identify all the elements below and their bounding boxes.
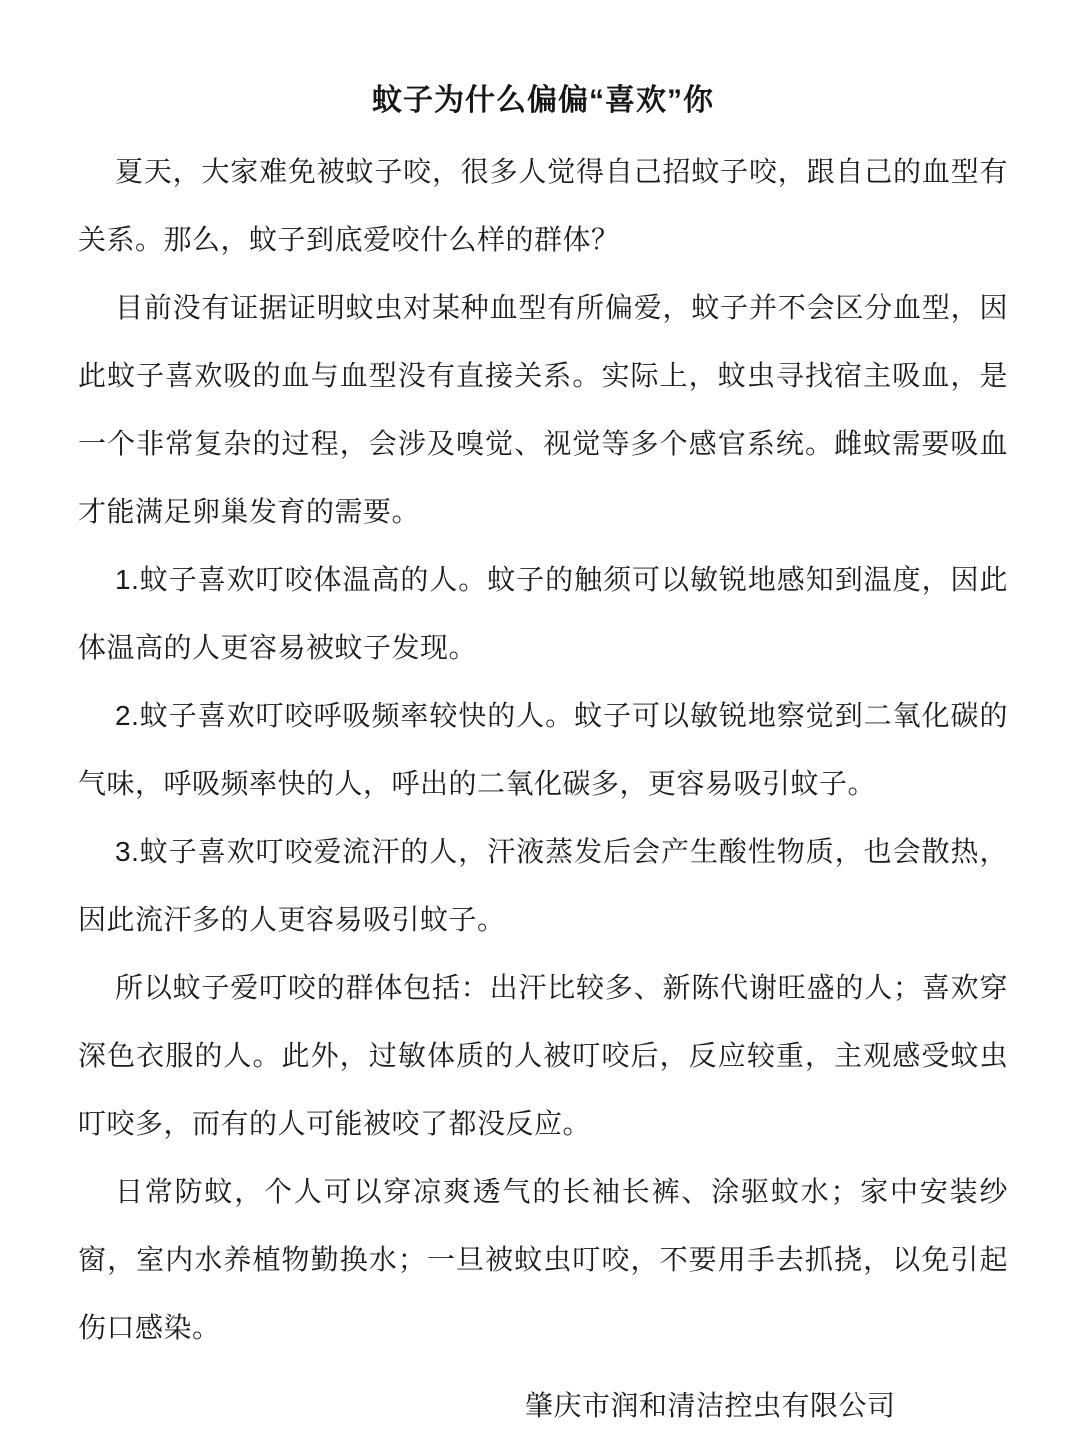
paragraph-summary-groups: 所以蚊子爱叮咬的群体包括：出汗比较多、新陈代谢旺盛的人；喜欢穿深色衣服的人。此外，过敏体质的人被叮咬后，反应较重，主观感受蚊虫叮咬多，而有的人可能被咬了都没反应。	[78, 972, 1008, 1139]
paragraph-point-2-breathing-rate: 2.蚊子喜欢叮咬呼吸频率较快的人。蚊子可以敏锐地察觉到二氧化碳的气味，呼吸频率快的人，呼出的二氧化碳多，更容易吸引蚊子。	[78, 700, 1008, 799]
document-title: 蚊子为什么偏偏“喜欢”你	[372, 84, 714, 117]
paragraph-intro: 夏天，大家难免被蚊子咬，很多人觉得自己招蚊子咬，跟自己的血型有关系。那么，蚊子到底爱咬什么样的群体？	[78, 156, 1008, 255]
paragraph-point-1-body-temperature: 1.蚊子喜欢叮咬体温高的人。蚊子的触须可以敏锐地感知到温度，因此体温高的人更容易被蚊子发现。	[78, 564, 1008, 663]
signature-company-name: 肇庆市润和清洁控虫有限公司	[525, 1390, 896, 1421]
paragraph-blood-type-evidence: 目前没有证据证明蚊虫对某种血型有所偏爱，蚊子并不会区分血型，因此蚊子喜欢吸的血与血型没有直接关系。实际上，蚊虫寻找宿主吸血，是一个非常复杂的过程，会涉及嗅觉、视觉等多个感官系统。雌蚊需要吸血才能满足卵巢发育的需要。	[78, 292, 1008, 527]
paragraph-prevention-tips: 日常防蚊，个人可以穿凉爽透气的长袖长裤、涂驱蚊水；家中安装纱窗，室内水养植物勤换水；一旦被蚊虫叮咬，不要用手去抓挠，以免引起伤口感染。	[78, 1176, 1008, 1343]
paragraph-point-3-sweating: 3.蚊子喜欢叮咬爱流汗的人，汗液蒸发后会产生酸性物质，也会散热，因此流汗多的人更容易吸引蚊子。	[78, 836, 1008, 935]
document-body	[78, 138, 1008, 1436]
